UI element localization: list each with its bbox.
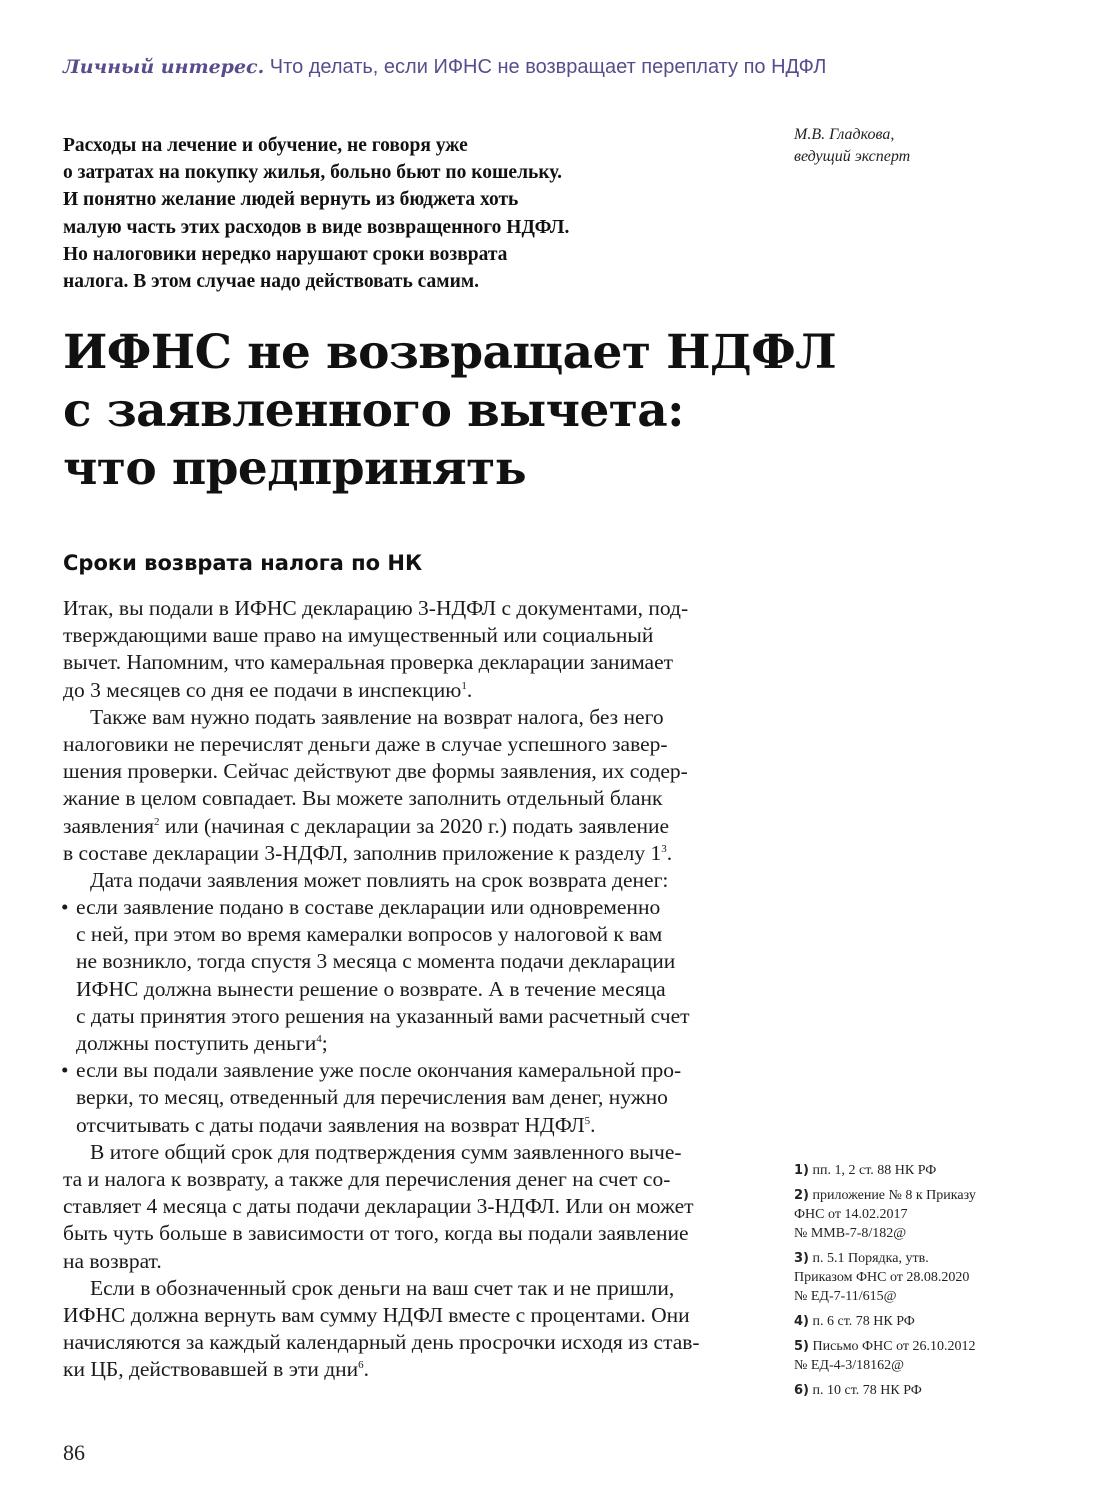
running-head-section: Личный интерес.	[63, 56, 265, 78]
author-name: М.В. Гладкова,	[794, 126, 895, 143]
body-line: верки, то месяц, отведенный для перечисления вам денег, нужно	[76, 1085, 668, 1110]
body-line: та и налога к возврату, а также для перечисления денег на счет со-	[63, 1166, 671, 1191]
footnote-ref: 2	[153, 815, 160, 828]
body-line: не возникло, тогда спустя 3 месяца с момента подачи декларации	[76, 949, 676, 974]
body-line: отсчитывать с даты подачи заявления на возврат НДФЛ$^5$.	[76, 1112, 596, 1137]
body-line: В итоге общий срок для подтверждения сумм заявленного выче-	[90, 1139, 682, 1164]
body-line: шения проверки. Сейчас действуют две формы заявления, их содер-	[63, 759, 688, 784]
paragraph-4	[63, 1139, 743, 1275]
bullet-icon: •	[61, 895, 69, 920]
body-line: Дата подачи заявления может повлиять на срок возврата денег:	[90, 867, 669, 892]
body-line: • если вы подали заявление уже после окончания камеральной про-	[63, 1057, 743, 1084]
body-line: ставляет 4 месяца с даты подачи декларации 3-НДФЛ. Или он может	[63, 1194, 694, 1219]
body-line: жание в целом совпадает. Вы можете заполнить отдельный бланк	[63, 786, 663, 811]
footnote: 1) пп. 1, 2 ст. 88 НК РФ	[794, 1163, 937, 1178]
body-line: • если заявление подано в составе декларации или одновременно	[63, 894, 743, 921]
lead-line: о затратах на покупку жилья, больно бьют по кошельку.	[63, 162, 562, 184]
body-line: Если в обозначенный срок деньги на ваш счет так и не пришли,	[90, 1275, 675, 1300]
footnote-ref: 4	[316, 1032, 322, 1045]
body-line: заявления$^2$ или (начиная с декларации за 2020 г.) подать заявление	[63, 813, 670, 838]
footnote: 2) приложение № 8 к Приказу ФНС от 14.02.2017 № ММВ-7-8/182@	[794, 1188, 976, 1241]
paragraph-2	[63, 704, 743, 867]
body-line: с даты принятия этого решения на указанный вами расчетный счет	[76, 1003, 690, 1028]
running-head	[63, 54, 863, 80]
footnote: 3) п. 5.1 Порядка, утв. Приказом ФНС от 28.08.2020 № ЕД-7-11/615@	[794, 1251, 970, 1304]
body-line: на возврат.	[63, 1248, 162, 1273]
footnotes	[794, 1161, 1034, 1406]
body-line: налоговики не перечислят деньги даже в случае успешного завер-	[63, 731, 668, 756]
footnote-ref: 5	[584, 1114, 591, 1127]
bullet-icon: •	[61, 1058, 69, 1083]
body-line: начисляются за каждый календарный день просрочки исходя из став-	[63, 1330, 700, 1355]
footnote-ref: 3	[661, 842, 667, 855]
lead-line: Но налоговики нередко нарушают сроки возврата	[63, 243, 508, 265]
body-line: ИФНС должна вернуть вам сумму НДФЛ вместе с процентами. Они	[63, 1302, 690, 1327]
body-line: Также вам нужно подать заявление на возврат налога, без него	[90, 704, 664, 729]
lead-line: Расходы на лечение и обучение, не говоря уже	[63, 135, 468, 156]
footnote: 6) п. 10 ст. 78 НК РФ	[794, 1383, 922, 1398]
author-position: ведущий эксперт	[794, 148, 911, 165]
body-line: до 3 месяцев со дня ее подачи в инспекцию$^1$.	[63, 677, 473, 702]
lead-paragraph	[63, 132, 763, 295]
body-line: с ней, при этом во время камералки вопросов у налоговой к вам	[76, 922, 663, 947]
article-body	[63, 595, 743, 1383]
title-line: ИФНС не возвращает НДФЛ	[63, 325, 837, 380]
lead-line: налога. В этом случае надо действовать самим.	[63, 271, 479, 293]
title-line: что предпринять	[63, 441, 526, 496]
bullet-item-2	[63, 1057, 743, 1139]
body-line: тверждающими ваше право на имущественный или социальный	[63, 623, 654, 648]
body-line: ки ЦБ, действовавшей в эти дни$^6$.	[63, 1357, 370, 1382]
body-line: должны поступить деньги$^4$;	[76, 1031, 328, 1055]
footnote: 5) Письмо ФНС от 26.10.2012 № ЕД-4-3/18162@	[794, 1339, 976, 1373]
paragraph-3	[63, 867, 743, 894]
paragraph-5	[63, 1275, 743, 1384]
article-title	[63, 324, 843, 498]
footnote: 4) п. 6 ст. 78 НК РФ	[794, 1314, 915, 1329]
body-line: Итак, вы подали в ИФНС декларацию 3-НДФЛ с документами, под-	[63, 596, 689, 620]
body-line: в составе декларации 3-НДФЛ, заполнив приложение к разделу $1^3$.	[63, 840, 673, 865]
body-line: вычет. Напомним, что камеральная проверка декларации занимает	[63, 650, 674, 675]
body-line: быть чуть больше в зависимости от того, когда вы подали заявление	[63, 1221, 689, 1246]
footnote-ref: 1	[461, 679, 467, 692]
lead-line: малую часть этих расходов в виде возвращенного НДФЛ.	[63, 216, 570, 238]
section-heading: Сроки возврата налога по НК	[63, 551, 423, 575]
title-line: с заявленного вычета:	[63, 383, 684, 438]
author-block	[794, 124, 1054, 168]
bullet-item-1	[63, 894, 743, 1057]
lead-line: И понятно желание людей вернуть из бюджета хоть	[63, 189, 519, 211]
page-number: 86	[63, 1440, 85, 1465]
body-line: ИФНС должна вынести решение о возврате. А в течение месяца	[76, 976, 666, 1001]
footnote-ref: 6	[358, 1359, 364, 1372]
paragraph-1	[63, 595, 743, 704]
running-head-title: Что делать, если ИФНС не возвращает переплату по НДФЛ	[269, 56, 827, 78]
